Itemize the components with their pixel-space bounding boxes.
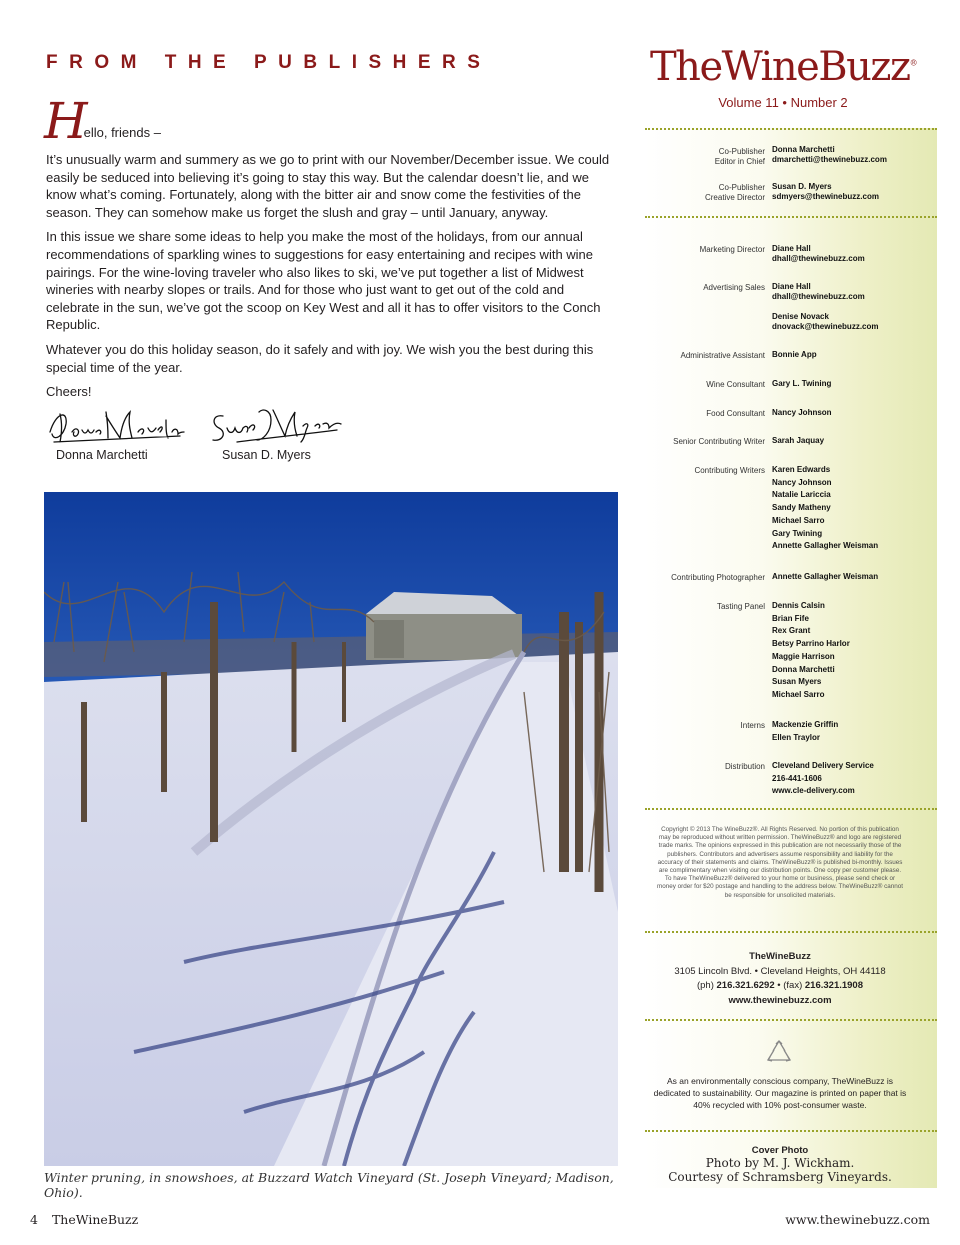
address-name: TheWineBuzz bbox=[749, 951, 811, 962]
cover-photo-courtesy: Courtesy of Schramsberg Vineyards. bbox=[668, 1170, 892, 1184]
letter-paragraph: In this issue we share some ideas to help you make the most of the holidays, from our annual recommendations of sparkling wines to suggestions for easy entertaining and recipes with wine pairings. For the wine-loving traveler who also likes to ski, we’ve put together a list of Midwest wineries with nearby slopes or trails. And for those who just want to get out of the cold and celebrate in the sun, we’ve got the scoop on Key West and all it has to offer visitors to the Conch Republic. bbox=[46, 229, 601, 333]
staff-role: Contributing Photographer bbox=[671, 573, 765, 582]
divider bbox=[645, 216, 937, 218]
staff-role: Administrative Assistant bbox=[680, 351, 765, 360]
divider bbox=[645, 1019, 937, 1021]
staff-role: Tasting Panel bbox=[716, 602, 765, 611]
recycle-icon bbox=[764, 1038, 794, 1071]
staff-person-list: Cleveland Delivery Service 216-441-1606 www.cle-delivery.com bbox=[772, 761, 874, 796]
signature-block-marchetti bbox=[46, 402, 186, 472]
photo-caption: Winter pruning, in snowshoes, at Buzzard Watch Vineyard (St. Joseph Vineyard; Madison, Ohio). bbox=[44, 1170, 614, 1200]
copyright-notice: Copyright © 2013 The WineBuzz®. All Rights Reserved. No portion of this publication may be reproduced without written permission. TheWineBuzz® and logo are registered trade marks. The opinions expressed in this publication are not necessarily those of the publishers. Contributors and advertisers assume responsibility and liability for the accuracy of their statements and claims. TheWineBuzz® is published bi-monthly. Issues are complimentary when visiting our distribution points. One copy per customer please. To have TheWineBuzz® delivered to your home or business, please send check or money order for $20 postage and handling to the address below. TheWineBuzz® cannot be responsible for unsolicited materials. bbox=[656, 826, 904, 899]
divider bbox=[645, 931, 937, 933]
divider bbox=[645, 128, 937, 130]
staff-role: Distribution bbox=[724, 762, 765, 771]
cover-photo-credit bbox=[650, 1145, 910, 1184]
staff-person: Diane Hall dhall@thewinebuzz.com Denise Novack dnovack@thewinebuzz.com bbox=[772, 282, 879, 331]
divider bbox=[645, 1130, 937, 1132]
letter-body bbox=[46, 151, 618, 408]
cover-photo-photographer: Photo by M. J. Wickham. bbox=[705, 1156, 855, 1170]
staff-role: Contributing Writers bbox=[694, 466, 765, 475]
staff-person: Donna Marchetti dmarchetti@thewinebuzz.com bbox=[772, 145, 887, 164]
letter-paragraph: It’s unusually warm and summery as we go to print with our November/December issue. We could easily be seduced into believing it’s going to stay this way. But the calendar doesn’t lie, and we know what’s coming. Fortunately, along with the bitter air and snow come the festivities of the season. They can somehow make us forget the slush and gray – until January, anyway. bbox=[46, 152, 610, 220]
footer-brand: TheWineBuzz bbox=[51, 1212, 139, 1227]
signature-block-myers bbox=[207, 402, 347, 472]
staff-role: Co-Publisher Editor in Chief bbox=[714, 147, 765, 166]
staff-person: Sarah Jaquay bbox=[772, 436, 825, 445]
footer-url[interactable]: www.thewinebuzz.com bbox=[785, 1212, 930, 1227]
contact-address: TheWineBuzz 3105 Lincoln Blvd. • Cleveland Heights, OH 44118 (ph) 216.321.6292 • (fax) 216.321.1908 www.thewinebuzz.com bbox=[650, 950, 910, 1008]
drop-cap: H bbox=[44, 92, 88, 150]
sustainability-note: As an environmentally conscious company, TheWineBuzz is dedicated to sustainability. Our magazine is printed on paper that is 40% recycled with 10% post-consumer waste. bbox=[653, 1076, 907, 1110]
volume-number: Volume 11 • Number 2 bbox=[718, 95, 848, 110]
staff-role: Advertising Sales bbox=[703, 283, 765, 292]
cover-photo-title: Cover Photo bbox=[751, 1145, 809, 1156]
website-link[interactable]: www.thewinebuzz.com bbox=[728, 994, 832, 1006]
staff-person: Gary L. Twining bbox=[772, 379, 832, 388]
staff-role: Interns bbox=[740, 721, 765, 730]
address-street: 3105 Lincoln Blvd. • Cleveland Heights, OH 44118 bbox=[674, 965, 886, 977]
page-number: 4 bbox=[30, 1212, 38, 1227]
greeting-text: ello, friends – bbox=[83, 125, 161, 140]
signature-image-marchetti bbox=[46, 402, 186, 448]
staff-person-list: Mackenzie Griffin Ellen Traylor bbox=[772, 720, 839, 742]
footer-left bbox=[30, 1212, 138, 1227]
staff-person: Diane Hall dhall@thewinebuzz.com bbox=[772, 244, 865, 263]
fax-number: 216.321.1908 bbox=[804, 980, 864, 991]
letter-paragraph: Whatever you do this holiday season, do it safely and with joy. We wish you the best during this special time of the year. bbox=[46, 341, 594, 375]
staff-person: Susan D. Myers sdmyers@thewinebuzz.com bbox=[772, 182, 879, 201]
greeting bbox=[44, 92, 161, 150]
divider bbox=[645, 808, 937, 810]
staff-role: Food Consultant bbox=[706, 409, 765, 418]
staff-role: Marketing Director bbox=[699, 245, 765, 254]
vineyard-photo bbox=[44, 492, 618, 1166]
vineyard-photo-image bbox=[44, 492, 618, 1166]
letter-closing: Cheers! bbox=[46, 384, 92, 400]
staff-person-list: Karen Edwards Nancy Johnson Natalie Lariccia Sandy Matheny Michael Sarro Gary Twining Annette Gallagher Weisman bbox=[772, 465, 879, 551]
section-title: FROM THE PUBLISHERS bbox=[46, 52, 492, 73]
staff-role: Co-Publisher Creative Director bbox=[704, 183, 765, 202]
signature-name: Donna Marchetti bbox=[56, 448, 148, 462]
staff-role: Senior Contributing Writer bbox=[673, 437, 765, 446]
staff-person: Nancy Johnson bbox=[772, 408, 832, 417]
staff-person-list: Dennis Calsin Brian Fife Rex Grant Betsy Parrino Harlor Maggie Harrison Donna Marchetti Susan Myers Michael Sarro bbox=[772, 601, 850, 699]
staff-person: Annette Gallagher Weisman bbox=[772, 572, 879, 581]
masthead-logo: TheWineBuzz® bbox=[650, 44, 918, 90]
phone-number: 216.321.6292 bbox=[716, 980, 775, 991]
staff-person: Bonnie App bbox=[772, 350, 817, 359]
staff-role: Wine Consultant bbox=[706, 380, 765, 389]
signature-image-myers bbox=[207, 402, 347, 448]
signature-name: Susan D. Myers bbox=[222, 448, 311, 462]
